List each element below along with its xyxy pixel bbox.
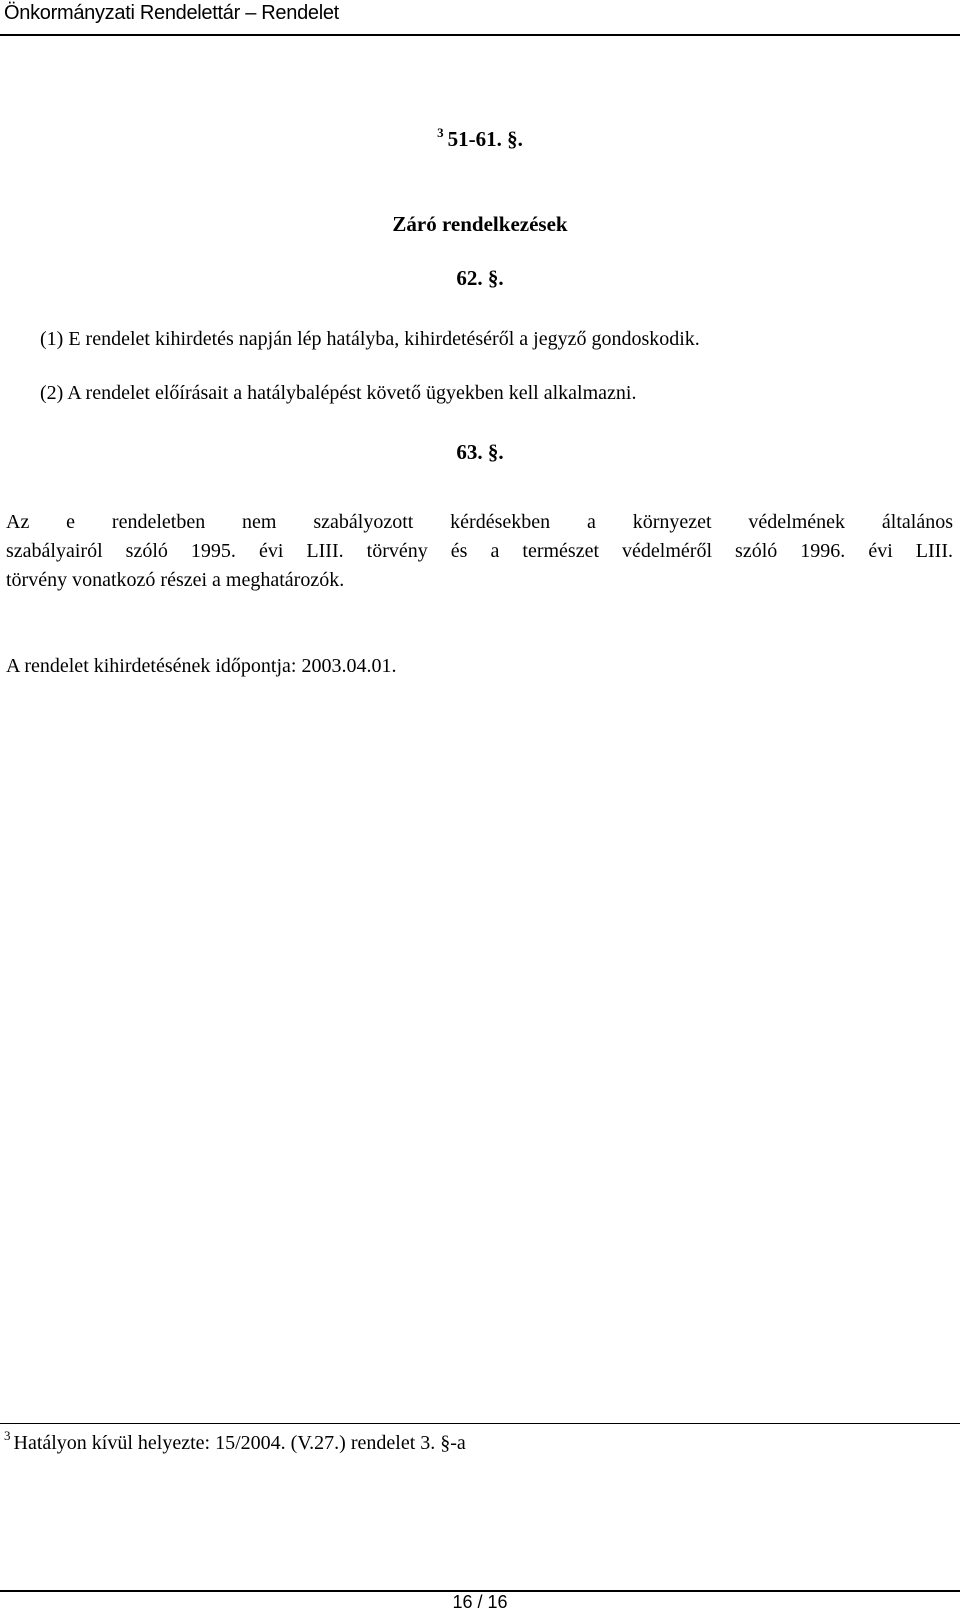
closing-provisions-heading: Záró rendelkezések (392, 212, 568, 236)
section-63-body (6, 508, 953, 595)
section-63-line: Az e rendeletben nem szabályozott kérdésekben a környezet védelmének általános (6, 511, 953, 533)
footnote (4, 1428, 466, 1455)
footnote-text: Hatályon kívül helyezte: 15/2004. (V.27.) rendelet 3. §-a (13, 1432, 466, 1454)
footnote-mark: 3 (4, 1428, 11, 1443)
publication-date-statement: A rendelet kihirdetésének időpontja: 2003.04.01. (6, 655, 397, 677)
document-header (0, 0, 960, 36)
repealed-sections-heading (0, 125, 960, 152)
section-62-paragraph-1: (1) E rendelet kihirdetés napján lép hatályba, kihirdetéséről a jegyző gondoskodik. (40, 328, 700, 350)
section-62-heading: 62. §. (456, 266, 504, 290)
footnote-reference[interactable]: 3 (437, 125, 444, 140)
repealed-sections-label: 51-61. §. (447, 127, 523, 151)
page-number: 16 / 16 (452, 1592, 508, 1612)
section-63-heading: 63. §. (456, 440, 504, 464)
section-63-line: törvény vonatkozó részei a meghatározók. (6, 569, 345, 591)
section-63-line: szabályairól szóló 1995. évi LIII. törvény és a természet védelméről szóló 1996. évi LIII. (6, 540, 953, 562)
section-62-paragraph-2: (2) A rendelet előírásait a hatálybalépést követő ügyekben kell alkalmazni. (40, 382, 637, 404)
footnote-divider (0, 1423, 960, 1424)
header-title: Önkormányzati Rendelettár – Rendelet (4, 2, 339, 24)
